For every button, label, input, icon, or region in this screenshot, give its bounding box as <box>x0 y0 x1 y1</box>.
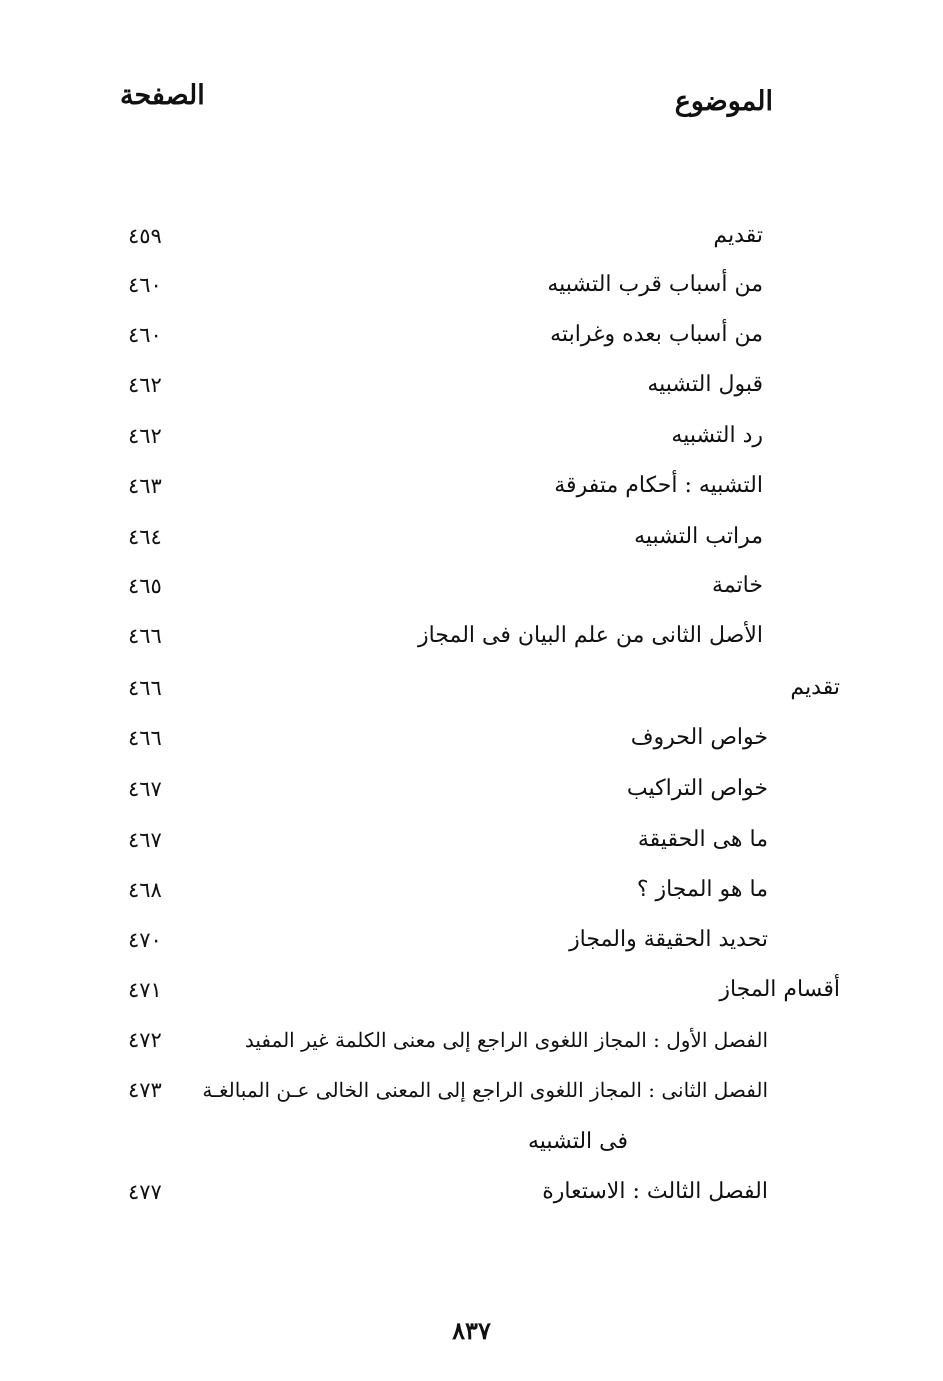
toc-entry-page: ٤٦٨ <box>128 878 162 902</box>
toc-entry <box>0 668 943 708</box>
toc-entry-title: أقسام المجاز <box>719 977 840 1002</box>
toc-entry <box>0 769 943 809</box>
toc-entry <box>0 466 943 506</box>
toc-entry-page: ٤٦٧ <box>128 828 162 852</box>
toc-entry <box>0 920 943 960</box>
toc-entry <box>0 1020 943 1060</box>
toc-entry <box>0 870 943 910</box>
toc-entry-page: ٤٦٣ <box>128 474 162 498</box>
toc-entry-title: فى التشبيه <box>528 1129 628 1154</box>
toc-entry-title: التشبيه : أحكام متفرقة <box>554 473 763 498</box>
toc-entry <box>0 1070 943 1110</box>
toc-entry-title: الفصل الثانى : المجاز اللغوى الراجع إلى المعنى الخالى عـن المبالغـة <box>202 1078 768 1102</box>
toc-entry <box>0 265 943 305</box>
toc-entry <box>0 820 943 860</box>
toc-entry-page: ٤٧٧ <box>128 1180 162 1204</box>
toc-entry-title: ما هى الحقيقة <box>637 827 768 852</box>
toc-entry <box>0 718 943 758</box>
page-number-folio: ٨٣٧ <box>452 1316 491 1345</box>
toc-entry-title: الفصل الأول : المجاز اللغوى الراجع إلى معنى الكلمة غير المفيد <box>244 1028 768 1052</box>
toc-entry-title: خاتمة <box>712 573 763 598</box>
toc-entry <box>0 1172 943 1212</box>
toc-entry-title: من أسباب قرب التشبيه <box>547 272 763 297</box>
toc-entry-page: ٤٧٣ <box>128 1078 162 1102</box>
toc-entry <box>0 315 943 355</box>
toc-entry-title: خواص التراكيب <box>626 776 768 801</box>
toc-entry <box>0 616 943 656</box>
toc-entry-page: ٤٦٦ <box>128 726 162 750</box>
toc-entry <box>0 416 943 456</box>
toc-entry-title: خواص الحروف <box>630 725 768 750</box>
page-column-header: الصفحة <box>120 80 205 111</box>
toc-entry <box>0 216 943 256</box>
toc-entry <box>0 566 943 606</box>
toc-entry-page: ٤٦٦ <box>128 624 162 648</box>
toc-entry-page: ٤٧٠ <box>128 928 162 952</box>
toc-entry-page: ٤٦٢ <box>128 424 162 448</box>
toc-entry-continuation <box>0 1122 943 1162</box>
toc-entry-title: من أسباب بعده وغرابته <box>550 322 763 347</box>
toc-entry-page: ٤٧٢ <box>128 1028 162 1052</box>
toc-entry-page: ٤٦٥ <box>128 574 162 598</box>
toc-entry-title: تحديد الحقيقة والمجاز <box>569 927 768 952</box>
toc-entry-title: الفصل الثالث : الاستعارة <box>542 1179 768 1204</box>
toc-entry-title: رد التشبيه <box>671 423 763 448</box>
toc-entry <box>0 517 943 557</box>
toc-entry-page: ٤٦٠ <box>128 323 162 347</box>
toc-entry-page: ٤٦٧ <box>128 777 162 801</box>
toc-entry-page: ٤٦٢ <box>128 373 162 397</box>
toc-entry-page: ٤٦٦ <box>128 676 162 700</box>
toc-entry-title: مراتب التشبيه <box>634 524 763 549</box>
toc-entry-title: قبول التشبيه <box>647 372 763 397</box>
toc-entry-title: تقديم <box>713 223 763 248</box>
topic-column-header: الموضوع <box>674 86 773 117</box>
toc-entry-page: ٤٥٩ <box>128 224 162 248</box>
toc-entry <box>0 365 943 405</box>
toc-entry-title: ما هو المجاز ؟ <box>636 877 768 902</box>
toc-entry-page: ٤٦٤ <box>128 525 162 549</box>
toc-entry-page: ٤٧١ <box>128 978 162 1002</box>
toc-entry-page: ٤٦٠ <box>128 273 162 297</box>
toc-entry-title: الأصل الثانى من علم البيان فى المجاز <box>417 623 763 648</box>
toc-entry <box>0 970 943 1010</box>
toc-entry-title: تقديم <box>790 675 840 700</box>
